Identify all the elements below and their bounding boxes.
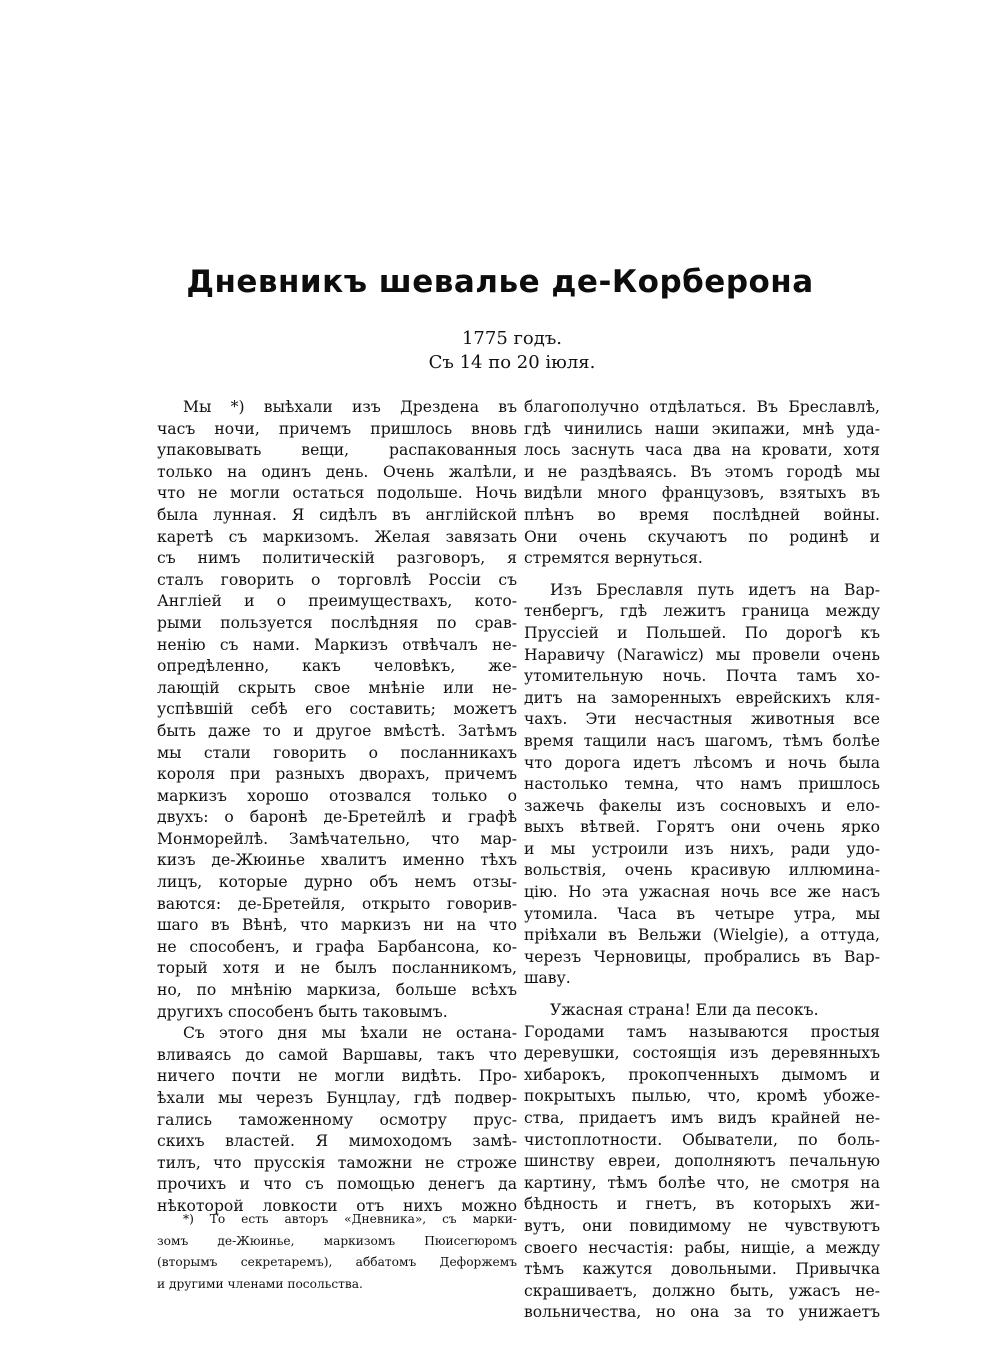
text-line: покрытыхъ пылью, что, кромѣ убоже- (524, 1087, 880, 1106)
text-line: чахъ. Эти несчастныя животныя все (524, 710, 880, 729)
text-line: Монморейлѣ. Замѣчательно, что мар- (157, 829, 517, 848)
text-line: дитъ на заморенныхъ еврейскихъ кля- (524, 688, 880, 707)
left-column (157, 397, 517, 1218)
text-line: каретѣ съ маркизомъ. Желая завязать (157, 527, 517, 546)
text-line: Англіей и о преимуществахъ, кото- (157, 592, 517, 611)
footnote-line: и другими членами посольства. (157, 1276, 363, 1291)
text-line: Ужасная страна! Ели да песокъ. (550, 1001, 819, 1020)
text-line: ваются: де-Бретейля, открыто говорив- (157, 894, 517, 913)
text-line: шаву. (524, 969, 571, 988)
text-line: Изъ Бреславля путь идетъ на Вар- (550, 580, 880, 599)
text-line: пріѣхали въ Вельжи (Wielgie), а оттуда, (524, 926, 880, 945)
text-line: чистоплотности. Обыватели, по боль- (524, 1130, 880, 1149)
subtitle-dates: Съ 14 по 20 іюля. (428, 352, 596, 373)
text-line: торый хотя и не былъ посланникомъ, (157, 959, 517, 978)
text-line: тенбергъ, гдѣ лежитъ граница между (524, 602, 880, 621)
text-line: лось заснуть часа два на кровати, хотя (524, 441, 880, 460)
text-line: съ нимъ политическій разговоръ, я (157, 549, 517, 568)
text-line: нѣкоторой ловкости отъ нихъ можно (157, 1196, 517, 1215)
text-line: тѣмъ кажутся довольными. Привычка (524, 1260, 880, 1279)
text-line: время тащили насъ шагомъ, тѣмъ болѣе (524, 731, 880, 750)
text-line: опредѣленно, какъ человѣкъ, же- (157, 657, 517, 676)
text-line: гдѣ чинились наши экипажи, мнѣ уда- (524, 419, 880, 438)
text-line: ненію съ нами. Маркизъ отвѣчалъ не- (157, 635, 517, 654)
text-line: Съ этого дня мы ѣхали не остана- (183, 1024, 517, 1043)
text-line: бѣдность и гнетъ, въ которыхъ жи- (524, 1195, 880, 1214)
text-line: Городами тамъ называются простыя (524, 1022, 880, 1041)
text-line: не способенъ, и графа Барбансона, ко- (157, 937, 517, 956)
footnote-line: *) То есть авторъ «Дневника», съ марки- (183, 1212, 517, 1226)
text-line: шинству евреи, дополняютъ печальную (524, 1152, 880, 1171)
footnote (157, 1211, 517, 1297)
text-line: вольствія, очень красивую иллюмина- (524, 861, 880, 880)
text-line: благополучно отдѣлаться. Въ Бреславлѣ, (524, 398, 880, 416)
text-line: сталъ говорить о торговлѣ Россіи съ (157, 570, 517, 589)
text-line: кизъ де-Жюинье хвалитъ именно тѣхъ (157, 851, 517, 870)
text-line: шаго въ Вѣнѣ, что маркизъ ни на что (157, 916, 517, 935)
right-column (524, 397, 880, 1324)
text-line: хибарокъ, прокопченныхъ дымомъ и (524, 1065, 880, 1084)
text-line: своего несчастія: рабы, нищіе, а между (524, 1238, 880, 1257)
text-line: скихъ властей. Я мимоходомъ замѣ- (157, 1132, 517, 1151)
paragraph-gap (524, 990, 880, 1000)
text-line: Мы *) выѣхали изъ Дрездена въ (183, 398, 517, 416)
text-line: вутъ, они повидимому не чувствуютъ (524, 1216, 880, 1235)
text-line: но, по мнѣнію маркиза, больше всѣхъ (157, 981, 517, 1000)
page-title: Дневникъ шевалье де-Корберона (186, 264, 814, 300)
text-line: стремятся вернуться. (524, 549, 703, 568)
text-line: зажечь факелы изъ сосновыхъ и ело- (524, 796, 880, 815)
footnote-line: зомъ де-Жюинье, маркизомъ Пюисегюромъ (157, 1233, 517, 1248)
text-line: плѣнъ во время послѣдней войны. (524, 505, 880, 524)
text-line: что не могли остаться подольше. Ночь (157, 484, 517, 503)
text-line: видѣли много французовъ, взятыхъ въ (524, 484, 880, 503)
text-line: двухъ: о баронѣ де-Бретейлѣ и графѣ (157, 808, 517, 827)
text-line: выхъ вѣтвей. Горятъ они очень ярко (524, 818, 880, 837)
text-line: лицъ, которые дурно объ немъ отзы- (157, 873, 517, 892)
text-line: гались таможенному осмотру прус- (157, 1110, 517, 1129)
text-line: черезъ Черновицы, пробрались въ Вар- (524, 947, 880, 966)
text-line: утомила. Часа въ четыре утра, мы (524, 904, 880, 923)
text-line: быть даже то и другое вмѣстѣ. Затѣмъ (157, 721, 517, 740)
paragraph-gap (524, 570, 880, 580)
text-line: упаковывать вещи, распакованныя (157, 441, 517, 460)
text-line: деревушки, состоящія изъ деревянныхъ (524, 1044, 880, 1063)
subtitle-year: 1775 годъ. (461, 328, 563, 349)
text-line: вольничества, но она за то унижаетъ (524, 1303, 880, 1322)
text-line: прочихъ и что съ помощью денегъ да (157, 1175, 517, 1194)
text-line: Пруссіей и Польшей. По дорогѣ къ (524, 623, 880, 642)
text-line: успѣвшій себѣ его составить; можетъ (157, 700, 517, 719)
text-line: скрашиваетъ, должно быть, ужасъ не- (524, 1281, 880, 1300)
text-line: ничего почти не могли видѣть. Про- (157, 1067, 517, 1086)
text-line: ства, придаетъ имъ видъ крайней не- (524, 1109, 880, 1127)
text-line: Они очень скучаютъ по родинѣ и (524, 527, 880, 546)
text-line: рыми пользуется послѣдняя по срав- (157, 613, 517, 632)
text-line: часъ ночи, причемъ пришлось вновь (157, 419, 517, 438)
text-line: мы стали говорить о посланникахъ (157, 743, 517, 762)
text-line: была лунная. Я сидѣлъ въ англійской (157, 505, 517, 524)
text-line: лающій скрыть свое мнѣніе или не- (157, 678, 517, 697)
text-line: короля при разныхъ дворахъ, причемъ (157, 765, 517, 784)
text-line: вливаясь до самой Варшавы, такъ что (157, 1045, 517, 1064)
text-line: утомительную ночь. Почта тамъ хо- (524, 667, 880, 686)
text-line: другихъ способенъ быть таковымъ. (157, 1002, 448, 1021)
text-line: картину, тѣмъ болѣе что, не смотря на (524, 1173, 880, 1192)
text-line: только на одинъ день. Очень жалѣли, (157, 462, 517, 481)
text-line: маркизъ хорошо отозвался только о (157, 786, 517, 805)
text-line: настолько темна, что намъ пришлось (524, 775, 880, 794)
text-line: тилъ, что прусскія таможни не строже (157, 1153, 517, 1172)
text-line: ѣхали мы черезъ Бунцлау, гдѣ подвер- (157, 1089, 517, 1107)
footnote-line: (вторымъ секретаремъ), аббатомъ Дефоржемъ (157, 1255, 517, 1270)
text-line: Наравичу (Narawicz) мы провели очень (524, 645, 880, 664)
text-line: и не раздѣваясь. Въ этомъ городѣ мы (524, 462, 880, 481)
text-line: и мы устроили изъ нихъ, ради удо- (524, 839, 880, 858)
text-line: что дорога идетъ лѣсомъ и ночь была (524, 753, 880, 772)
text-line: цію. Но эта ужасная ночь все же насъ (524, 883, 880, 902)
